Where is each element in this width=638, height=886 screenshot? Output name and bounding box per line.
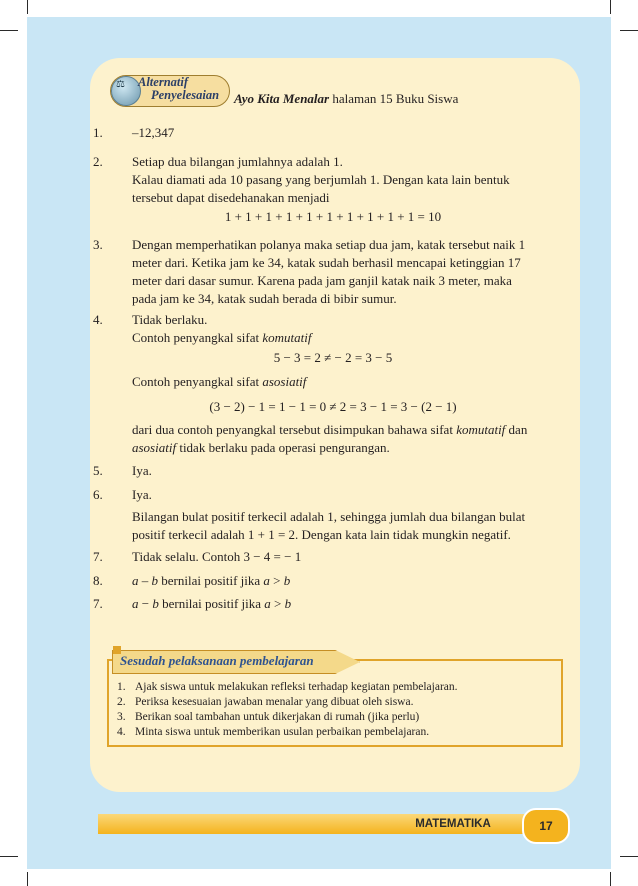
item-text: positif terkecil adalah 1 + 1 = 2. Dengan kata lain tidak mungkin negatif. xyxy=(132,527,511,542)
item-text: dari dua contoh penyangkal tersebut disimpukan bahawa sifat komutatif dan xyxy=(132,422,528,437)
item-number: 2. xyxy=(93,154,103,169)
header-subtitle: halaman 15 Buku Siswa xyxy=(329,91,459,106)
item-text: Bilangan bulat positif terkecil adalah 1, sehingga jumlah dua bilangan bulat xyxy=(132,509,526,524)
item-text: asosiatif tidak berlaku pada operasi pengurangan. xyxy=(132,440,390,455)
item-text: meter dari dasar sumur. Karena pada jam ganjil katak naik 3 meter, maka xyxy=(132,273,512,288)
crop-mark xyxy=(0,30,18,31)
item-number: 7. xyxy=(93,596,103,611)
item-number: 6. xyxy=(93,487,103,502)
item-number: 8. xyxy=(93,573,103,588)
equation: 5 − 3 = 2 ≠ − 2 = 3 − 5 xyxy=(273,350,393,365)
scale-icon: ⚖ xyxy=(111,76,141,106)
crop-mark xyxy=(620,30,638,31)
item-number: 5. xyxy=(93,463,103,478)
header-title: Ayo Kita Menalar xyxy=(234,91,330,106)
item-text: Contoh penyangkal sifat komutatif xyxy=(132,330,312,345)
item-text: Iya. xyxy=(132,463,152,478)
page-number: 17 xyxy=(522,808,570,844)
crop-mark xyxy=(0,856,18,857)
crop-mark xyxy=(610,0,611,14)
item-text: Kalau diamati ada 10 pasang yang berjumlah 1. Dengan kata lain bentuk xyxy=(132,172,510,187)
crop-mark xyxy=(27,872,28,886)
item-text: Setiap dua bilangan jumlahnya adalah 1. xyxy=(132,154,343,169)
item-text: pada jam ke 34, katak sudah berada di bibir sumur. xyxy=(132,291,397,306)
item-number: 1. xyxy=(93,125,103,140)
item-text: meter dari. Ketika jam ke 34, katak sudah berhasil mencapai ketinggian 17 xyxy=(132,255,521,270)
item-text: Contoh penyangkal sifat asosiatif xyxy=(132,374,307,389)
item-text: a – b bernilai positif jika a > b xyxy=(132,573,291,588)
item-text: tersebut dapat disedehanakan menjadi xyxy=(132,190,330,205)
item-text: –12,347 xyxy=(132,125,175,140)
section-header xyxy=(234,91,458,107)
item-text: Tidak selalu. Contoh 3 − 4 = − 1 xyxy=(132,549,302,564)
item-number: 7. xyxy=(93,549,103,564)
subject-label: MATEMATIKA xyxy=(415,818,491,830)
item-text: Dengan memperhatikan polanya maka setiap dua jam, katak tersebut naik 1 xyxy=(132,237,526,252)
crop-mark xyxy=(610,872,611,886)
equation: (3 − 2) − 1 = 1 − 1 = 0 ≠ 2 = 3 − 1 = 3 − (2 − 1) xyxy=(209,399,457,414)
item-text: Tidak berlaku. xyxy=(132,312,208,327)
equation: 1 + 1 + 1 + 1 + 1 + 1 + 1 + 1 + 1 + 1 = 10 xyxy=(224,209,442,224)
crop-mark xyxy=(620,856,638,857)
after-learning-title: Sesudah pelaksanaan pembelajaran xyxy=(120,653,314,668)
item-text: a − b bernilai positif jika a > b xyxy=(132,596,292,611)
item-text: Iya. xyxy=(132,487,152,502)
item-number: 3. xyxy=(93,237,103,252)
badge-line-1: Alternatif xyxy=(138,75,189,89)
item-number: 4. xyxy=(93,312,103,327)
badge-line-2: Penyelesaian xyxy=(151,88,220,102)
crop-mark xyxy=(27,0,28,14)
